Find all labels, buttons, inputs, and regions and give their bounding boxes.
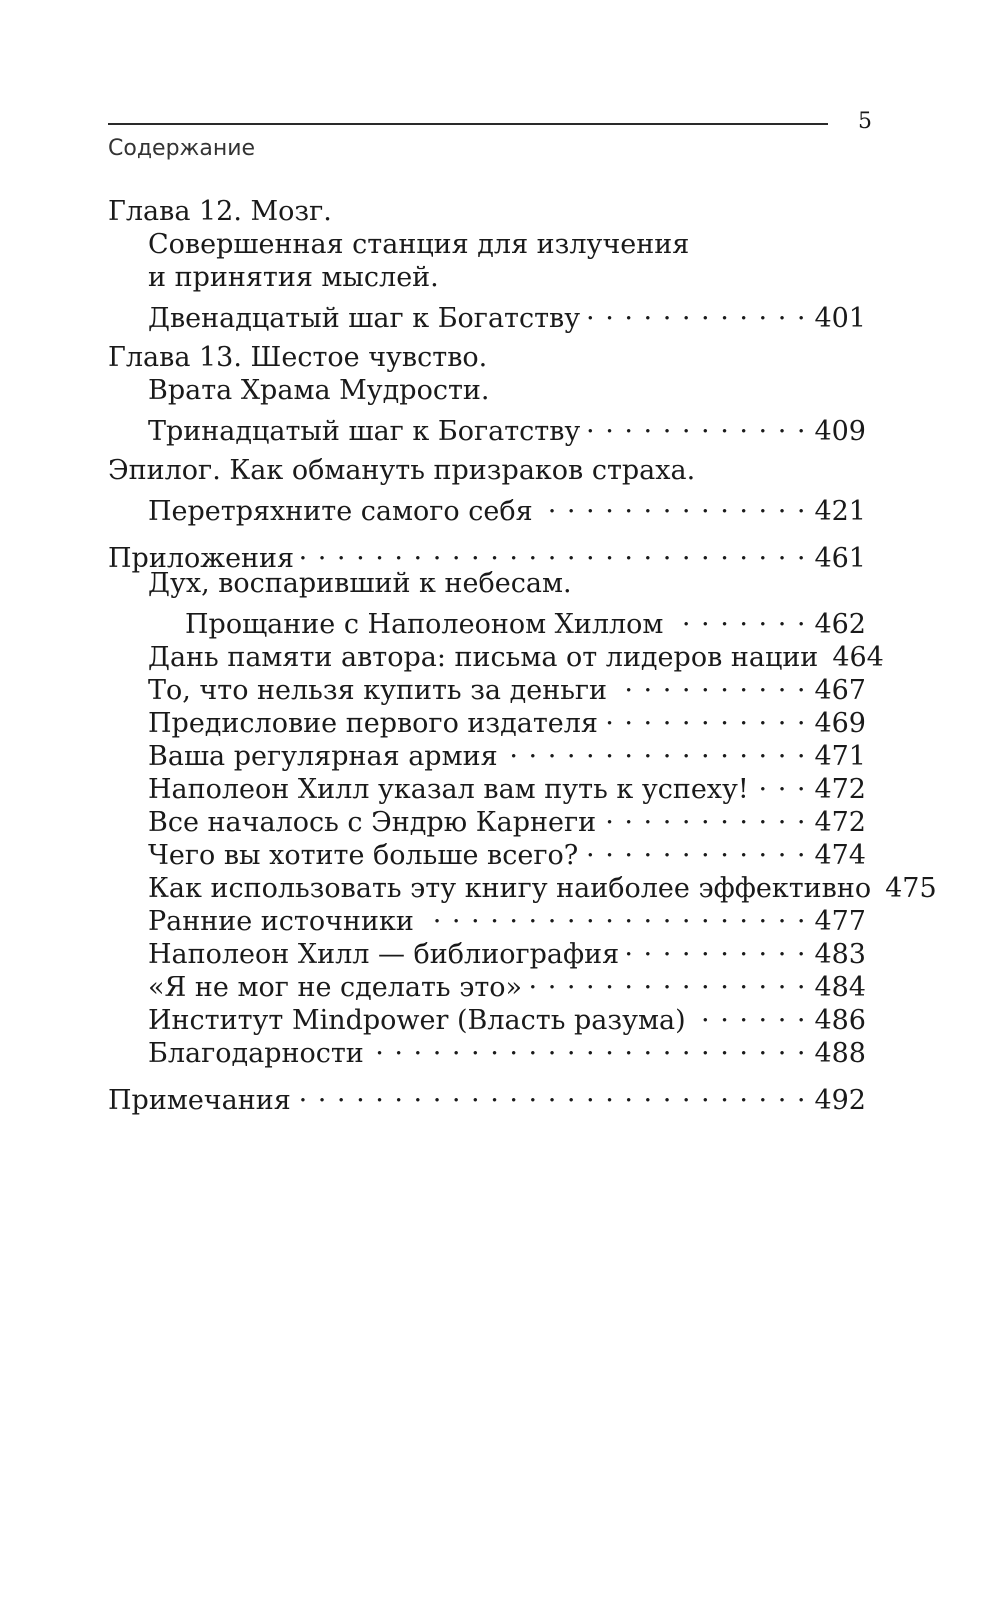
- toc-entry-title: Наполеон Хилл указал вам путь к успеху!: [148, 774, 749, 805]
- dot-leader: [604, 699, 806, 732]
- toc-entry-notes: [108, 1076, 866, 1117]
- toc-entry-title: Примечания: [108, 1085, 291, 1116]
- dot-leader: [504, 732, 807, 765]
- toc-entry-title: Двенадцатый шаг к Богатству: [148, 303, 581, 334]
- toc-entry-step-12: [148, 294, 866, 335]
- toc-entry-title: Все началось с Эндрю Карнеги: [148, 807, 597, 838]
- toc-entry-appendix-item: [148, 567, 572, 600]
- toc-entry-title: Прощание с Наполеоном Хиллом: [185, 609, 664, 640]
- toc-page-number: 401: [814, 303, 866, 334]
- toc-entry-title: Ваша регулярная армия: [148, 741, 498, 772]
- dot-leader: [669, 600, 806, 633]
- toc-page-number: 492: [814, 1085, 866, 1116]
- dot-leader: [692, 996, 807, 1029]
- dot-leader: [370, 1029, 807, 1062]
- toc-entry-subtitle: [148, 261, 439, 294]
- dot-leader: [528, 963, 806, 996]
- toc-entry-title: Предисловие первого издателя: [148, 708, 598, 739]
- toc-entry-title: Ранние источники: [148, 906, 414, 937]
- toc-page-number: 475: [885, 873, 937, 904]
- toc-entry-appendix-item: [148, 1029, 866, 1070]
- toc-page-number: 477: [814, 906, 866, 937]
- toc-page-number: 409: [814, 416, 866, 447]
- toc-page-number: 483: [814, 939, 866, 970]
- toc-page-number: 461: [814, 543, 866, 574]
- dot-leader: [586, 294, 806, 327]
- dot-leader: [602, 798, 806, 831]
- toc-entry-title: Наполеон Хилл — библиография: [148, 939, 620, 970]
- toc-page-number: 472: [814, 774, 866, 805]
- toc-entry-title: Совершенная станция для излучения: [148, 229, 690, 260]
- running-head: Содержание: [108, 136, 256, 161]
- dot-leader: [300, 534, 806, 567]
- toc-entry-step-13: [148, 407, 866, 448]
- toc-entry-title: Эпилог. Как обмануть призраков страха.: [108, 455, 696, 486]
- dot-leader: [586, 407, 806, 440]
- page-number: 5: [858, 109, 872, 134]
- toc-entry-chapter-13: [108, 341, 487, 374]
- toc-entry-title: Глава 12. Мозг.: [108, 196, 332, 227]
- toc-entry-subtitle: [148, 228, 689, 261]
- toc-entry-title: Перетряхните самого себя: [148, 496, 533, 527]
- toc-entry-title: «Я не мог не сделать это»: [148, 972, 523, 1003]
- toc-entry-chapter-12: [108, 195, 332, 228]
- toc-page-number: 472: [814, 807, 866, 838]
- toc-entry-title: То, что нельзя купить за деньги: [148, 675, 608, 706]
- dot-leader: [297, 1076, 807, 1109]
- toc-page-number: 484: [814, 972, 866, 1003]
- toc-entry-subtitle: [148, 374, 489, 407]
- toc-page-number: 471: [814, 741, 866, 772]
- toc-entry-title: Благодарности: [148, 1038, 364, 1069]
- toc-entry-epilogue: [108, 454, 695, 487]
- dot-leader: [755, 765, 807, 798]
- toc-entry-title: и принятия мыслей.: [148, 262, 439, 293]
- toc-page-number: 469: [814, 708, 866, 739]
- toc-page-number: 488: [814, 1038, 866, 1069]
- toc-entry-title: Чего вы хотите больше всего?: [148, 840, 579, 871]
- toc-page-number: 421: [814, 496, 866, 527]
- dot-leader: [539, 487, 807, 520]
- toc-entry-epilogue-sub: [148, 487, 866, 528]
- toc-entry-title: Глава 13. Шестое чувство.: [108, 342, 488, 373]
- toc-page-number: 474: [814, 840, 866, 871]
- toc-entry-title: Тринадцатый шаг к Богатству: [148, 416, 581, 447]
- dot-leader: [613, 666, 806, 699]
- toc-entry-title: Дань памяти автора: письма от лидеров нации: [148, 642, 819, 673]
- toc-entry-title: Дух, воспаривший к небесам.: [148, 568, 572, 599]
- toc-page-number: 467: [814, 675, 866, 706]
- dot-leader: [625, 930, 806, 963]
- toc-entry-title: Институт Mindpower (Власть разума): [148, 1005, 686, 1036]
- toc-page-number: 486: [814, 1005, 866, 1036]
- dot-leader: [584, 831, 806, 864]
- toc-entry-title: Приложения: [108, 543, 295, 574]
- toc-page-number: 462: [814, 609, 866, 640]
- toc-entry-title: Как использовать эту книгу наиболее эффективно: [148, 873, 872, 904]
- toc-page-number: 464: [832, 642, 884, 673]
- dot-leader: [420, 897, 807, 930]
- toc-entry-title: Врата Храма Мудрости.: [148, 375, 490, 406]
